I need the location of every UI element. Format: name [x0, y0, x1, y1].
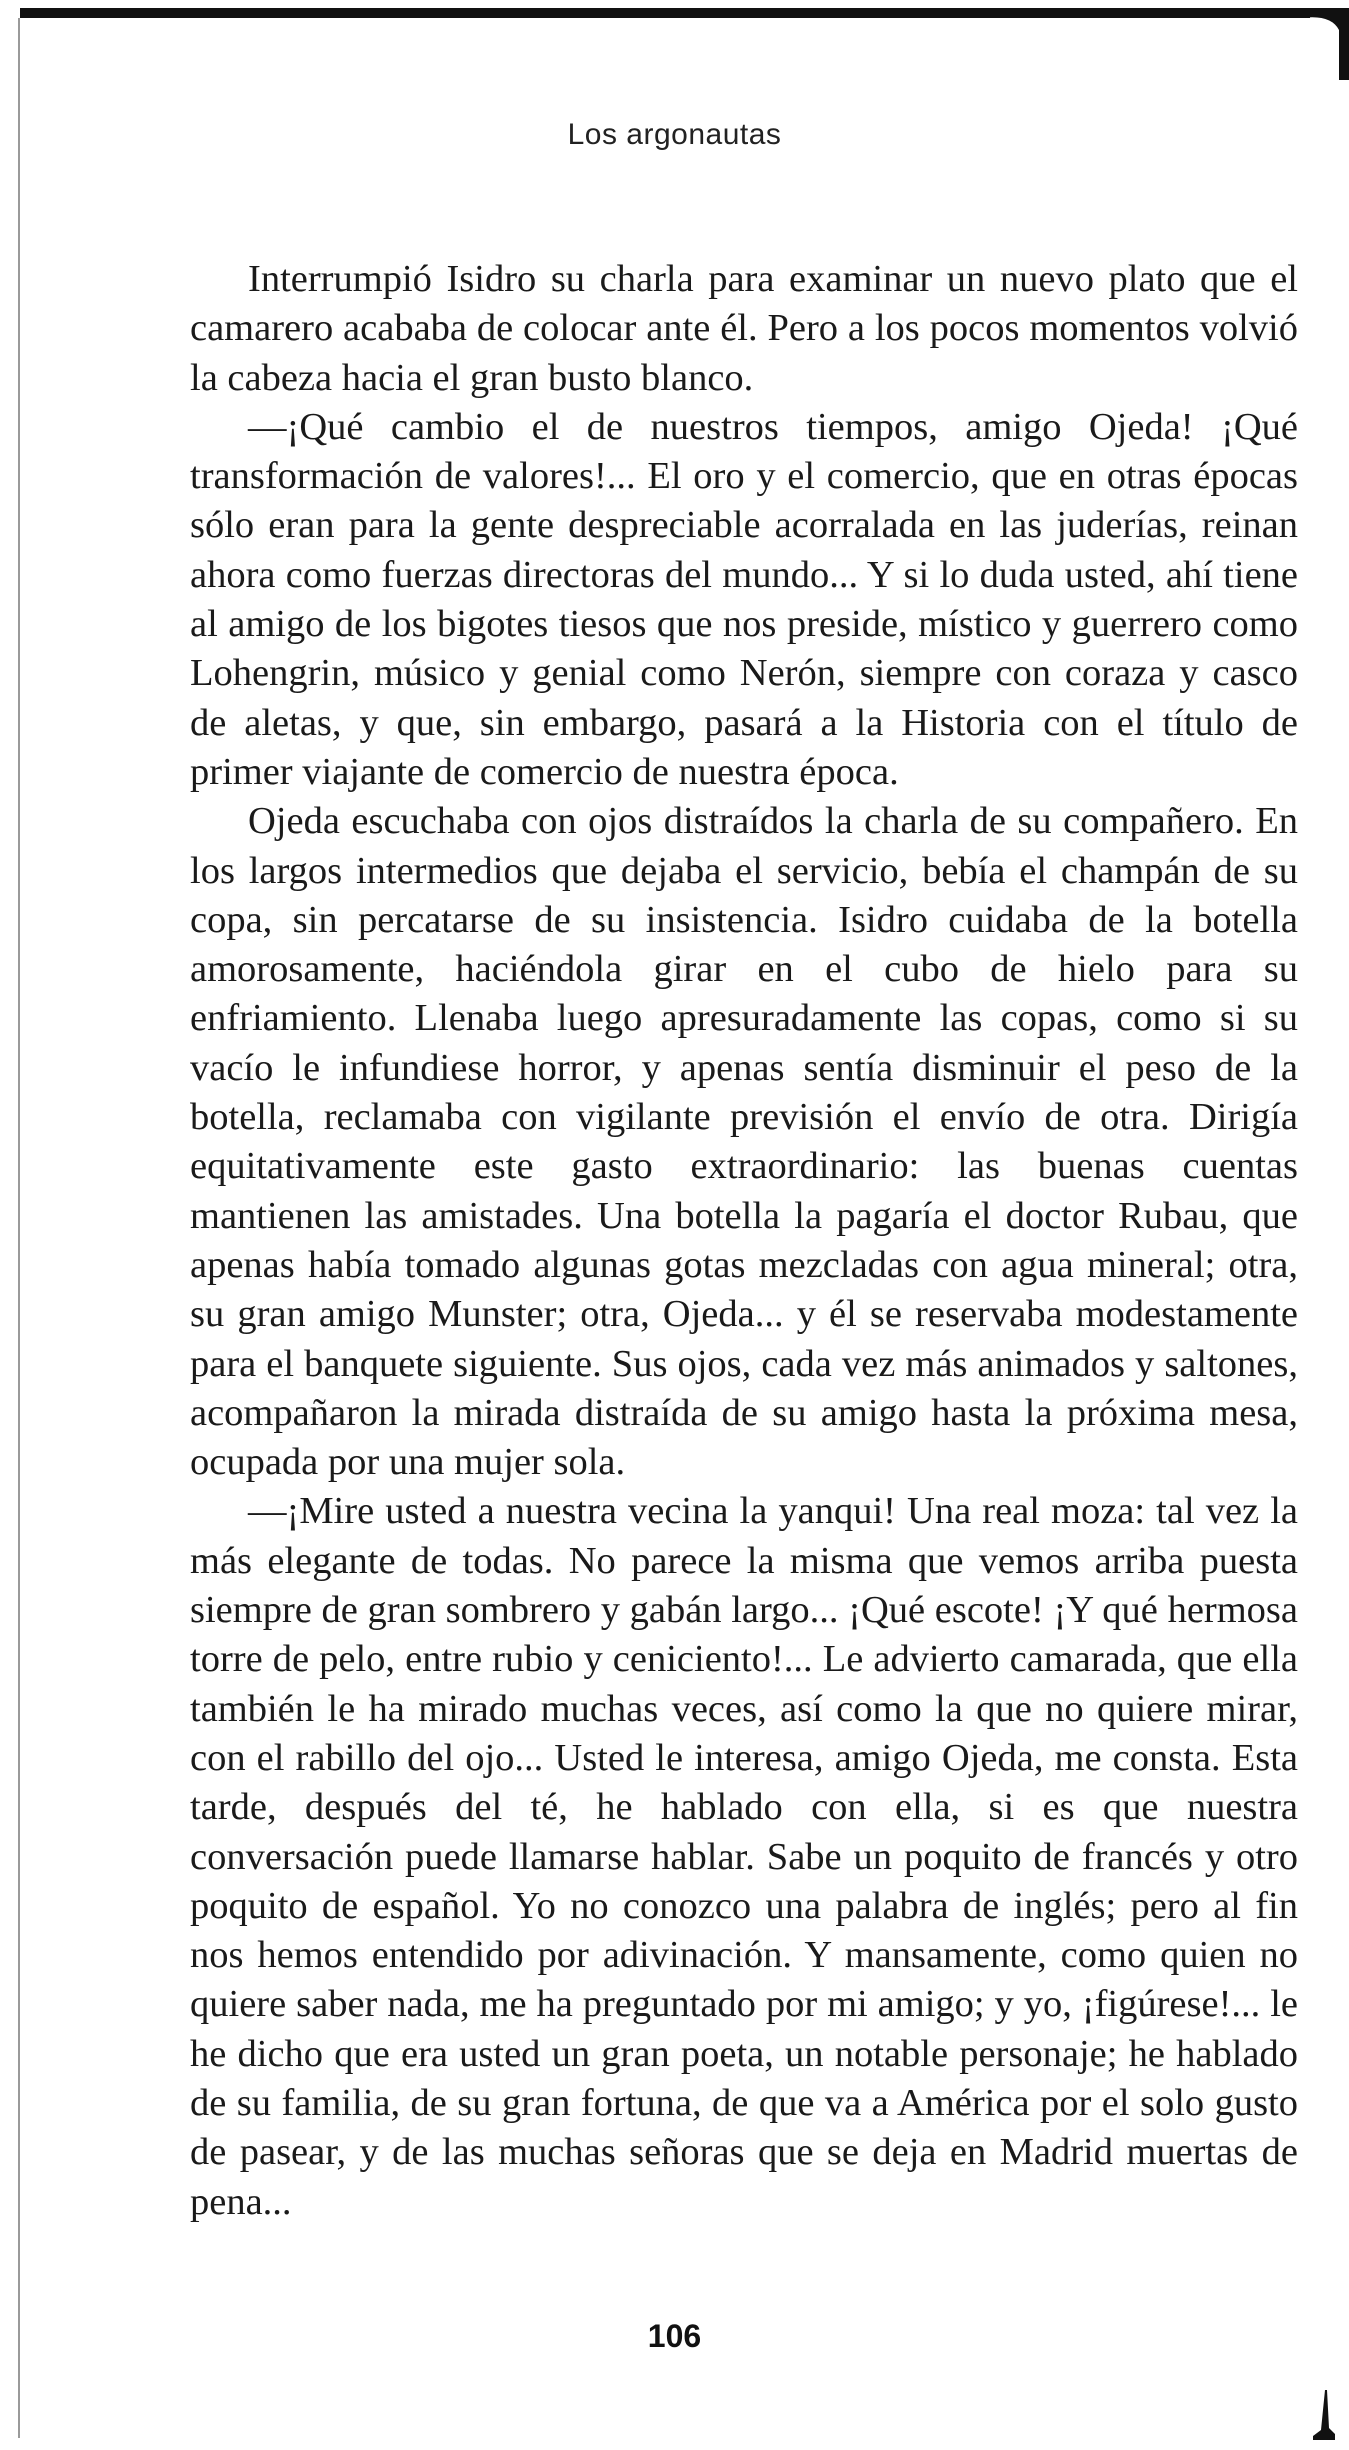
page-number: 106 [647, 2318, 702, 2354]
page-left-edge [18, 18, 20, 2438]
body-text [190, 255, 1298, 2227]
running-head: Los argonautas [567, 118, 782, 151]
paragraph: Ojeda escuchaba con ojos distraídos la charla de su compañero. En los largos intermedios que dejaba el servicio, bebía el champán de su copa, sin percatarse de su insistencia. Isidro cuidaba de la botella amorosamente, haciéndola girar en el cubo de hielo para su enfriamiento. Llenaba luego apresuradamente las copas, como si su vacío le infundiese horror, y apenas sentía disminuir el peso de la botella, reclamaba con vigilante previsión el envío de otra. Dirigía equitativamente este gasto extraordinario: las buenas cuentas mantienen las amistades. Una botella la pagaría el doctor Rubau, que apenas había tomado algunas gotas mezcladas con agua mineral; otra, su gran amigo Munster; otra, Ojeda... y él se reservaba modestamente para el banquete siguiente. Sus ojos, cada vez más animados y saltones, acompañaron la mirada distraída de su amigo hasta la próxima mesa, ocupada por una mujer sola. [190, 800, 1298, 1484]
page-corner-mark [1301, 8, 1349, 80]
paragraph: —¡Mire usted a nuestra vecina la yanqui! Una real moza: tal vez la más elegante de todas. No parece la misma que vemos arriba puesta siempre de gran sombrero y gabán largo... ¡Qué escote! ¡Y qué hermosa torre de pelo, entre rubio y ceniciento!... Le advierto camarada, que ella también le ha mirado muchas veces, así como la que no quiere mirar, con el rabillo del ojo... Usted le interesa, amigo Ojeda, me consta. Esta tarde, después del té, he hablado con ella, si es que nuestra conversación puede llamarse hablar. Sabe un poquito de francés y otro poquito de español. Yo no conozco una palabra de inglés; pero al fin nos hemos entendido por adivinación. Y mansamente, como quien no quiere saber nada, me ha preguntado por mi amigo; y yo, ¡figúrese!... le he dicho que era usted un gran poeta, un notable personaje; he hablado de su familia, de su gran fortuna, de que va a América por el solo gusto de pasear, y de las muchas señoras que se deja en Madrid muertas de pena... [190, 1490, 1298, 2223]
paragraph: Interrumpió Isidro su charla para examinar un nuevo plato que el camarero acababa de colocar ante él. Pero a los pocos momentos volvió la cabeza hacia el gran busto blanco. [190, 258, 1298, 399]
page-bottom-mark [1313, 2390, 1335, 2440]
top-rule [20, 8, 1310, 18]
paragraph: —¡Qué cambio el de nuestros tiempos, amigo Ojeda! ¡Qué transformación de valores!... El oro y el comercio, que en otras épocas sólo eran para la gente despreciable acorralada en las juderías, reinan ahora como fuerzas directoras del mundo... Y si lo duda usted, ahí tiene al amigo de los bigotes tiesos que nos preside, místico y guerrero como Lohengrin, músico y genial como Nerón, siempre con coraza y casco de aletas, y que, sin embargo, pasará a la Historia con el título de primer viajante de comercio de nuestra época. [190, 405, 1298, 793]
